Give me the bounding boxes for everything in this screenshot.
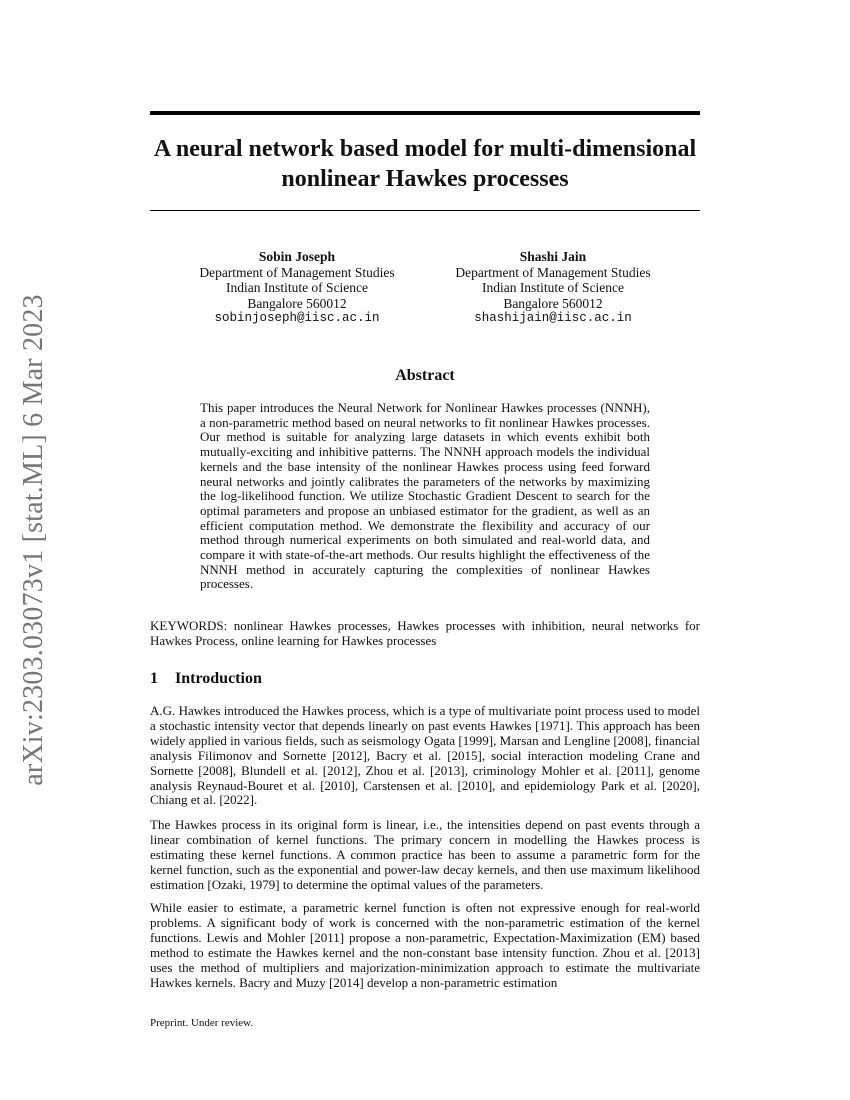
author-city: Bangalore 560012 <box>247 295 347 311</box>
section-title: Introduction <box>175 670 262 687</box>
section-number: 1 <box>150 670 158 687</box>
author-email: shashijain@iisc.ac.in <box>474 311 632 325</box>
body-paragraph: The Hawkes process in its original form is linear, i.e., the intensities depend on past events through a linear combination of kernel functions. The primary concern in modelling the Hawkes process is estimating these kernel functions. A common practice has been to assume a parametric form for the kernel function, such as the exponential and power-law decay kernels, and then use maximum likelihood estimation [Ozaki, 1979] to determine the optimal values of the parameters. <box>150 817 700 892</box>
author-institution: Indian Institute of Science <box>225 280 369 295</box>
keywords: KEYWORDS: nonlinear Hawkes processes, Hawkes processes with inhibition, neural networks for Hawkes Process, online learning for Hawkes processes <box>150 618 700 648</box>
arxiv-identifier-stamp <box>12 290 56 790</box>
author-email: sobinjoseph@iisc.ac.in <box>214 311 380 325</box>
author-city: Bangalore 560012 <box>503 295 603 311</box>
section-heading <box>150 669 262 689</box>
abstract-text: This paper introduces the Neural Network for Nonlinear Hawkes processes (NNNH), a non-parametric method based on neural networks to fit nonlinear Hawkes processes. Our method is suitable for analyzing large datasets in which events exhibit both mutually-exciting and inhibitive patterns. The NNNH approach models the individual kernels and the base intensity of the nonlinear Hawkes process using feed forward neural networks and jointly calibrates the parameters of the networks by maximizing the log-likelihood function. We utilize Stochastic Gradient Descent to search for the optimal parameters and propose an unbiased estimator for the gradient, as well as an efficient computation method. We demonstrate the flexibility and accuracy of our method through numerical experiments on both simulated and real-world data, and compare it with state-of-the-art methods. Our results highlight the effectiveness of the NNNH method in accurately capturing the complexities of nonlinear Hawkes processes. <box>200 400 650 592</box>
author-department: Department of Management Studies <box>199 264 395 280</box>
arxiv-identifier-text: arXiv:2303.03073v1 [stat.ML] 6 Mar 2023 <box>18 294 49 786</box>
title-bottom-rule <box>150 210 700 211</box>
author-block <box>423 249 683 327</box>
title-top-rule <box>150 111 700 115</box>
body-paragraph: A.G. Hawkes introduced the Hawkes process, which is a type of multivariate point process used to model a stochastic intensity vector that depends linearly on past events Hawkes [1971]. This approach has been widely applied in various fields, such as seismology Ogata [1999], Marsan and Lengline [2008], financial analysis Filimonov and Sornette [2012], Bacry et al. [2015], social interaction modeling Crane and Sornette [2008], Blundell et al. [2012], Zhou et al. [2013], criminology Mohler et al. [2011], genome analysis Reynaud-Bouret et al. [2010], Carstensen et al. [2010], and epidemiology Park et al. [2020], Chiang et al. [2022]. <box>150 703 700 808</box>
abstract-heading: Abstract <box>395 367 455 384</box>
paper-title: A neural network based model for multi-dimensional nonlinear Hawkes processes <box>153 136 697 192</box>
body-paragraph: While easier to estimate, a parametric kernel function is often not expressive enough for real-world problems. A significant body of work is concerned with the non-parametric estimation of the kernel functions. Lewis and Mohler [2011] propose a non-parametric, Expectation-Maximization (EM) based method to estimate the Hawkes kernel and the non-constant base intensity function. Zhou et al. [2013] uses the method of multipliers and majorization-minimization approach to estimate the multivariate Hawkes kernels. Bacry and Muzy [2014] develop a non-parametric estimation <box>150 900 700 990</box>
author-department: Department of Management Studies <box>455 264 651 280</box>
author-name: Sobin Joseph <box>258 249 336 264</box>
footer-note: Preprint. Under review. <box>150 1017 254 1029</box>
author-institution: Indian Institute of Science <box>481 280 625 295</box>
author-block <box>167 249 427 327</box>
author-name: Shashi Jain <box>519 249 587 264</box>
